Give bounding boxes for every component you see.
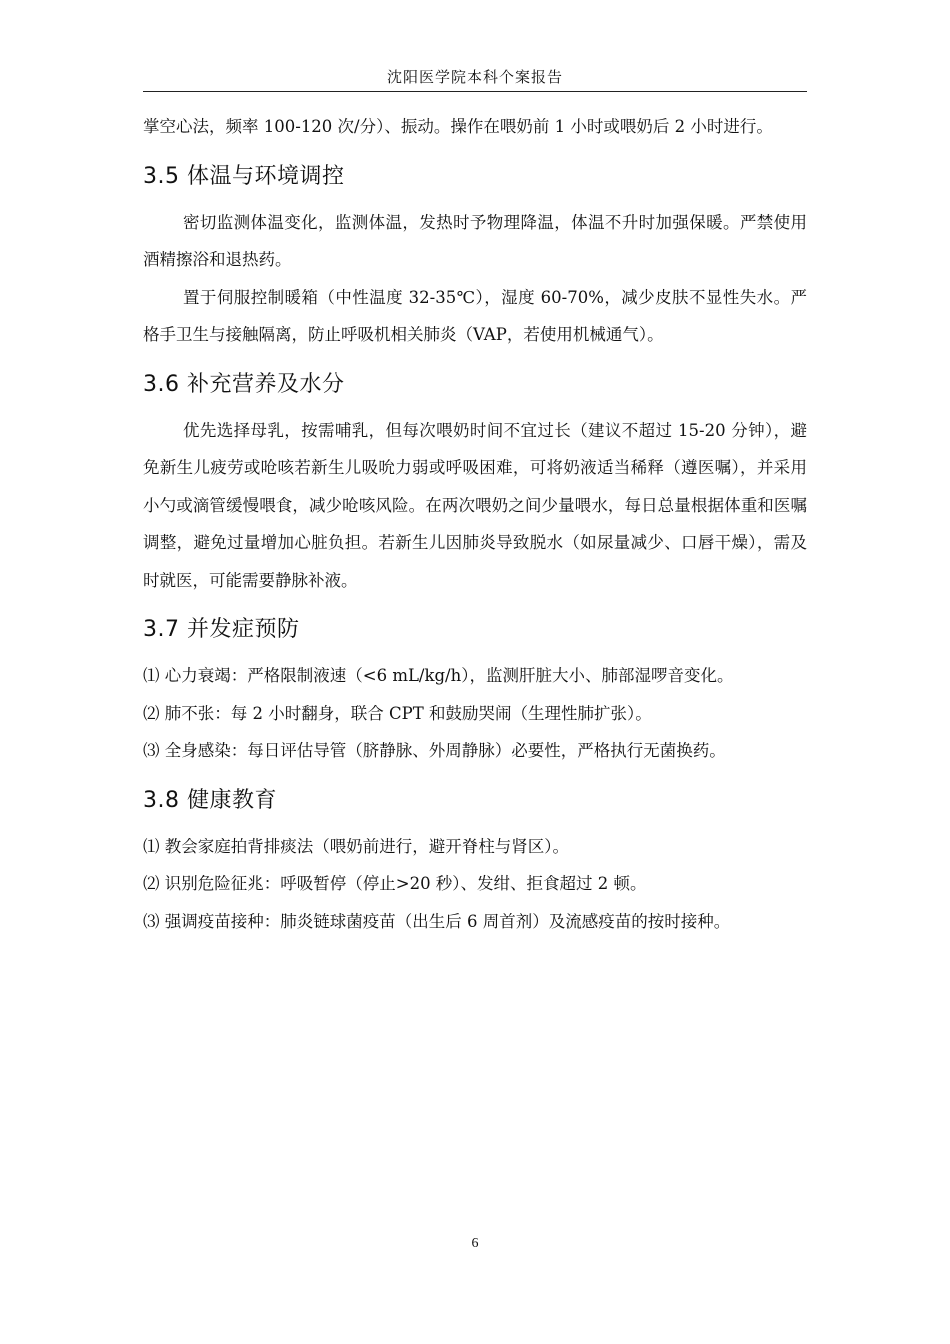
continuation-paragraph: 掌空心法，频率 100-120 次/分）、振动。操作在喂奶前 1 小时或喂奶后 2 小时进行。 [143, 117, 773, 136]
list-item: ⑵ 识别危险征兆：呼吸暂停（停止>20 秒）、发绀、拒食超过 2 顿。 [143, 874, 647, 893]
list-item: ⑴ 教会家庭拍背排痰法（喂奶前进行，避开脊柱与肾区）。 [143, 836, 569, 856]
list-item: ⑴ 心力衰竭：严格限制液速（<6 mL/kg/h），监测肝脏大小、肺部湿啰音变化。 [143, 666, 734, 685]
body-paragraph: 置于伺服控制暖箱（中性温度 32-35℃），湿度 60-70%，减少皮肤不显性失水。严格手卫生与接触隔离，防止呼吸机相关肺炎（VAP，若使用机械通气）。 [143, 287, 807, 344]
list-item: ⑶ 全身感染：每日评估导管（脐静脉、外周静脉）必要性，严格执行无菌换药。 [143, 741, 726, 760]
page-body [143, 108, 807, 940]
section-heading-3-7: 3.7 并发症预防 [143, 617, 300, 642]
list-item: ⑵ 肺不张：每 2 小时翻身，联合 CPT 和鼓励哭闹（生理性肺扩张）。 [143, 703, 652, 723]
section-heading-3-5: 3.5 体温与环境调控 [143, 163, 345, 189]
running-header: 沈阳医学院本科个案报告 [386, 68, 563, 86]
section-heading-3-6: 3.6 补充营养及水分 [143, 371, 345, 397]
header-rule [143, 91, 807, 92]
list-item: ⑶ 强调疫苗接种：肺炎链球菌疫苗（出生后 6 周首剂）及流感疫苗的按时接种。 [143, 911, 731, 931]
body-paragraph: 密切监测体温变化，监测体温，发热时予物理降温，体温不升时加强保暖。严禁使用酒精擦浴和退热药。 [143, 212, 807, 269]
body-paragraph: 优先选择母乳，按需哺乳，但每次喂奶时间不宜过长（建议不超过 15-20 分钟），避免新生儿疲劳或呛咳若新生儿吸吮力弱或呼吸困难，可将奶液适当稀释（遵医嘱），并采用小勺或滴管缓慢喂食，减少呛咳风险。在两次喂奶之间少量喂水，每日总量根据体重和医嘱调整，避免过量增加心脏负担。若新生儿因肺炎导致脱水（如尿量减少、口唇干燥），需及时就医，可能需要静脉补液。 [143, 420, 807, 590]
section-heading-3-8: 3.8 健康教育 [143, 787, 277, 813]
page-number: 6 [471, 1236, 479, 1251]
